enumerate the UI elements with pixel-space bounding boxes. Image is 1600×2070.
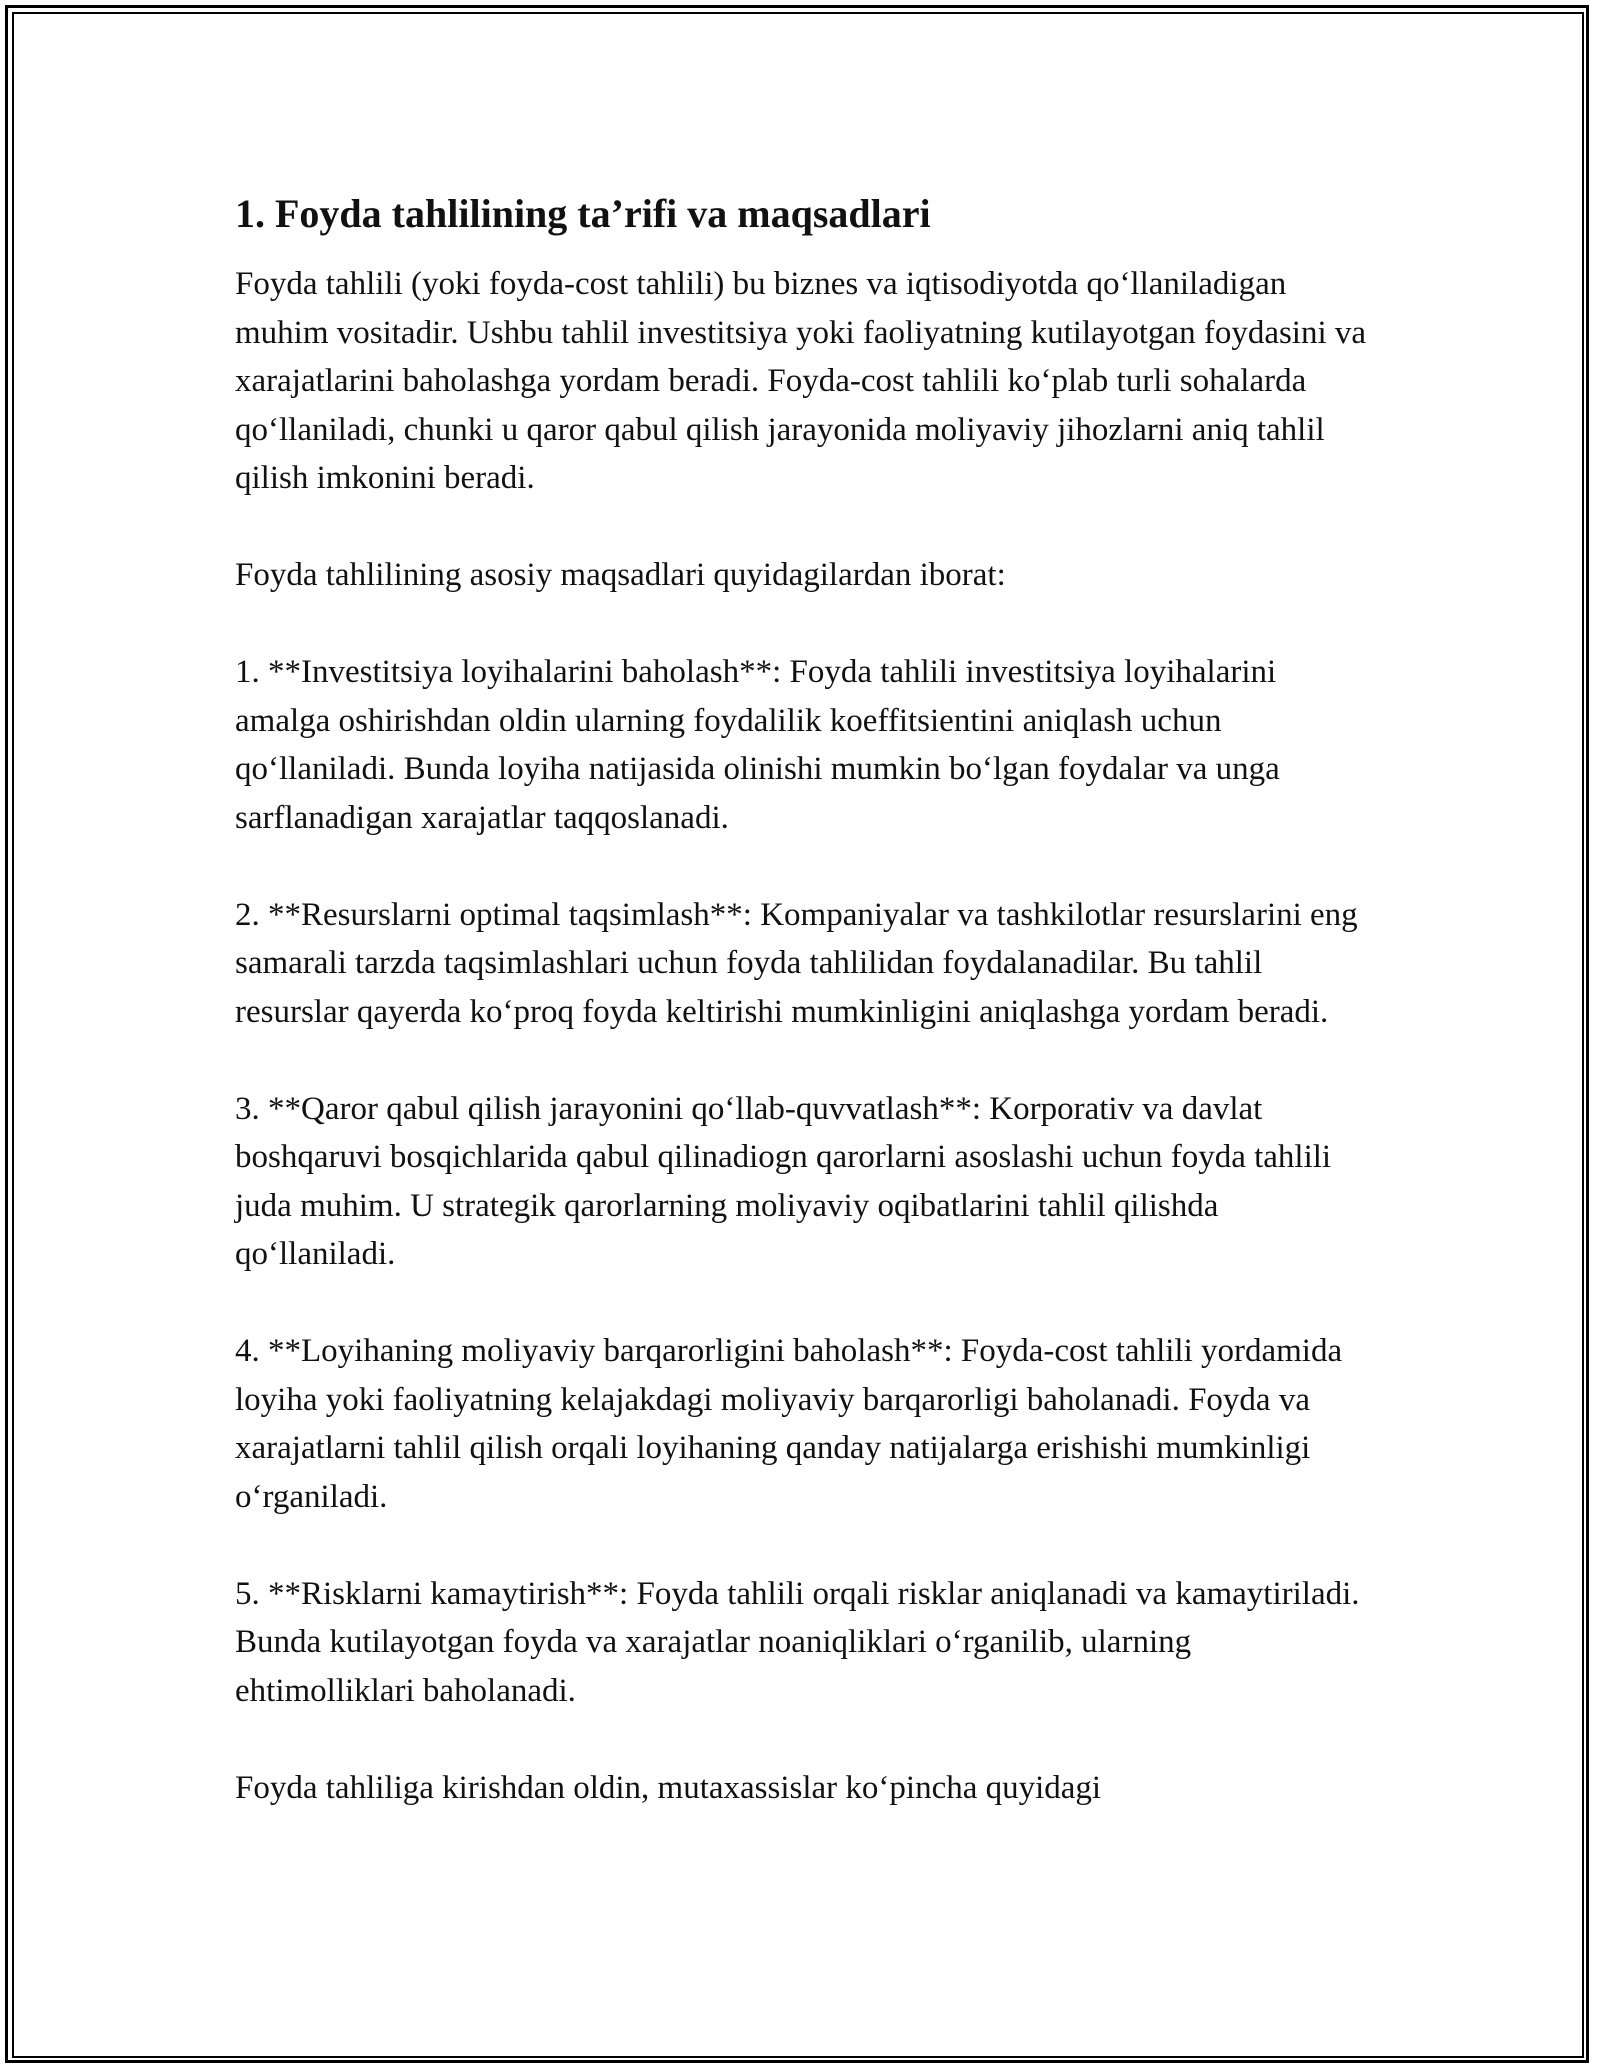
goals-intro-paragraph: Foyda tahlilining asosiy maqsadlari quyidagilardan iborat: [235,557,1006,593]
closing-paragraph: Foyda tahliliga kirishdan oldin, mutaxassislar ko‘pincha quyidagi [235,1769,1102,1806]
goal-item-5: 5. **Risklarni kamaytirish**: Foyda tahlili orqali risklar aniqlanadi va kamaytiriladi. Bunda kutilayotgan foyda va xarajatlar noaniqliklari o‘rganilib, ularning ehtimolliklari baholanadi. [235,1575,1360,1709]
goal-item-1: 1. **Investitsiya loyihalarini baholash**: Foyda tahlili investitsiya loyihalarini amalga oshirishdan oldin ularning foydalilik koeffitsientini aniqlash uchun qo‘llaniladi. Bunda loyiha natijasida olinishi mumkin bo‘lgan foydalar va unga sarflanadigan xarajatlar taqqoslanadi. [235,654,1280,836]
intro-paragraph: Foyda tahlili (yoki foyda-cost tahlili) bu biznes va iqtisodiyotda qo‘llaniladigan muhim vositadir. Ushbu tahlil investitsiya yoki faoliyatning kutilayotgan foydasini va xarajatlarini baholashga yordam beradi. Foyda-cost tahlili ko‘plab turli sohalarda qo‘llaniladi, chunki u qaror qabul qilish jarayonida moliyaviy jihozlarni aniq tahlil qilish imkonini beradi. [235,266,1367,496]
goal-item-4: 4. **Loyihaning moliyaviy barqarorligini baholash**: Foyda-cost tahlili yordamida loyiha yoki faoliyatning kelajakdagi moliyaviy barqarorligi baholanadi. Foyda va xarajatlarni tahlil qilish orqali loyihaning qanday natijalarga erishishi mumkinligi o‘rganiladi. [235,1333,1343,1515]
document-body [235,188,1375,1861]
goal-item-2: 2. **Resurslarni optimal taqsimlash**: Kompaniyalar va tashkilotlar resurslarini eng samarali tarzda taqsimlashlari uchun foyda tahlilidan foydalanadilar. Bu tahlil resurslar qayerda ko‘proq foyda keltirishi mumkinligini aniqlashga yordam beradi. [235,896,1358,1030]
goal-item-3: 3. **Qaror qabul qilish jarayonini qo‘llab-quvvatlash**: Korporativ va davlat boshqaruvi bosqichlarida qabul qilinadiogn qarorlarni asoslashi uchun foyda tahlili juda muhim. U strategik qarorlarning moliyaviy oqibatlarini tahlil qilishda qo‘llaniladi. [235,1090,1332,1272]
section-heading: 1. Foyda tahlilining ta’rifi va maqsadlari [235,191,931,236]
